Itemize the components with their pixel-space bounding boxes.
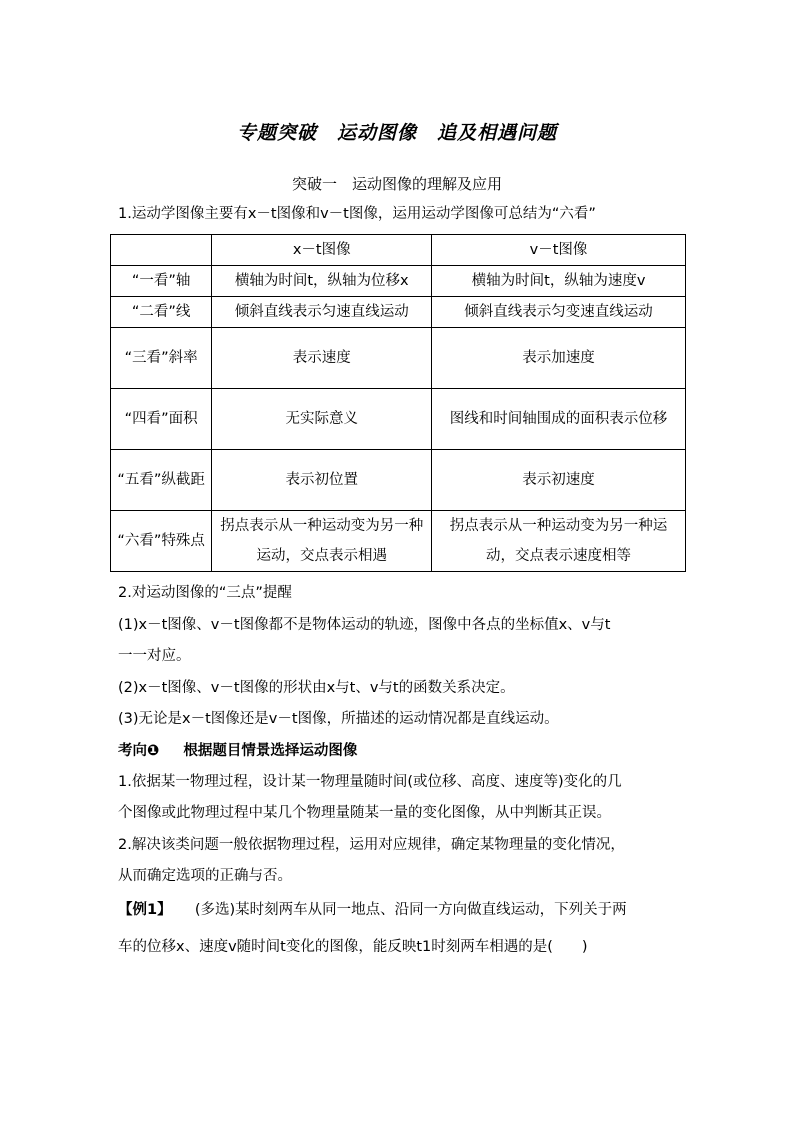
table-header-row (111, 235, 686, 266)
kaoxiang-heading-line (118, 742, 688, 760)
table-cell: 横轴为时间t，纵轴为位移x (212, 266, 432, 297)
page-title: 专题突破 运动图像 追及相遇问题 (236, 122, 557, 144)
table-cell: 表示速度 (212, 328, 432, 389)
intro-text: 1.运动学图像主要有x－t图像和v－t图像，运用运动学图像可总结为“六看” (118, 206, 596, 222)
kaoxiang-p2-line2: 从而确定选项的正确与否。 (118, 868, 292, 884)
table-cell: “一看”轴 (111, 266, 212, 297)
six-views-table (110, 234, 686, 572)
table-cell: 倾斜直线表示匀变速直线运动 (432, 297, 686, 328)
table-cell: “六看”特殊点 (111, 511, 212, 572)
example-label: 【例1】 (118, 902, 172, 918)
table-cell: “四看”面积 (111, 389, 212, 450)
example-line1 (118, 901, 688, 919)
example-line2: 车的位移x、速度v随时间t变化的图像，能反映t1时刻两车相遇的是( ) (118, 939, 588, 955)
table-cell: 表示初位置 (212, 450, 432, 511)
table-cell: 表示初速度 (432, 450, 686, 511)
kaoxiang-label: 考向❶ (118, 743, 160, 759)
table-header-cell: x－t图像 (212, 235, 432, 266)
section-subtitle: 突破一 运动图像的理解及应用 (291, 175, 502, 193)
table-cell: 横轴为时间t，纵轴为速度v (432, 266, 686, 297)
section2-heading: 2.对运动图像的“三点”提醒 (118, 585, 292, 601)
table-cell: 拐点表示从一种运动变为另一种运动，交点表示速度相等 (432, 511, 686, 572)
table-cell: 无实际意义 (212, 389, 432, 450)
example-text: (多选)某时刻两车从同一地点、沿同一方向做直线运动，下列关于两 (194, 902, 627, 918)
table-row (111, 511, 686, 572)
section2-item3: (3)无论是x－t图像还是v－t图像，所描述的运动情况都是直线运动。 (118, 711, 559, 727)
kaoxiang-p1-line2: 个图像或此物理过程中某几个物理量随某一量的变化图像，从中判断其正误。 (118, 805, 611, 821)
table-cell: “五看”纵截距 (111, 450, 212, 511)
table-row (111, 266, 686, 297)
table-cell: 拐点表示从一种运动变为另一种运动，交点表示相遇 (212, 511, 432, 572)
kaoxiang-p1-line1: 1.依据某一物理过程，设计某一物理量随时间(或位移、高度、速度等)变化的几 (118, 774, 622, 790)
section2-item1-line2: 一一对应。 (118, 648, 191, 664)
table-cell: 图线和时间轴围成的面积表示位移 (432, 389, 686, 450)
table-cell: 倾斜直线表示匀速直线运动 (212, 297, 432, 328)
table-cell: “二看”线 (111, 297, 212, 328)
table-header-cell (111, 235, 212, 266)
table-row (111, 328, 686, 389)
section2-item1-line1: (1)x－t图像、v－t图像都不是物体运动的轨迹，图像中各点的坐标值x、v与t (118, 617, 611, 633)
table-cell: 表示加速度 (432, 328, 686, 389)
table-row (111, 450, 686, 511)
kaoxiang-heading: 根据题目情景选择运动图像 (183, 743, 358, 759)
table-row (111, 389, 686, 450)
table-header-cell: v－t图像 (432, 235, 686, 266)
section2-item2: (2)x－t图像、v－t图像的形状由x与t、v与t的函数关系决定。 (118, 680, 515, 696)
table-cell: “三看”斜率 (111, 328, 212, 389)
table-row (111, 297, 686, 328)
kaoxiang-p2-line1: 2.解决该类问题一般依据物理过程，运用对应规律，确定某物理量的变化情况， (118, 837, 625, 853)
